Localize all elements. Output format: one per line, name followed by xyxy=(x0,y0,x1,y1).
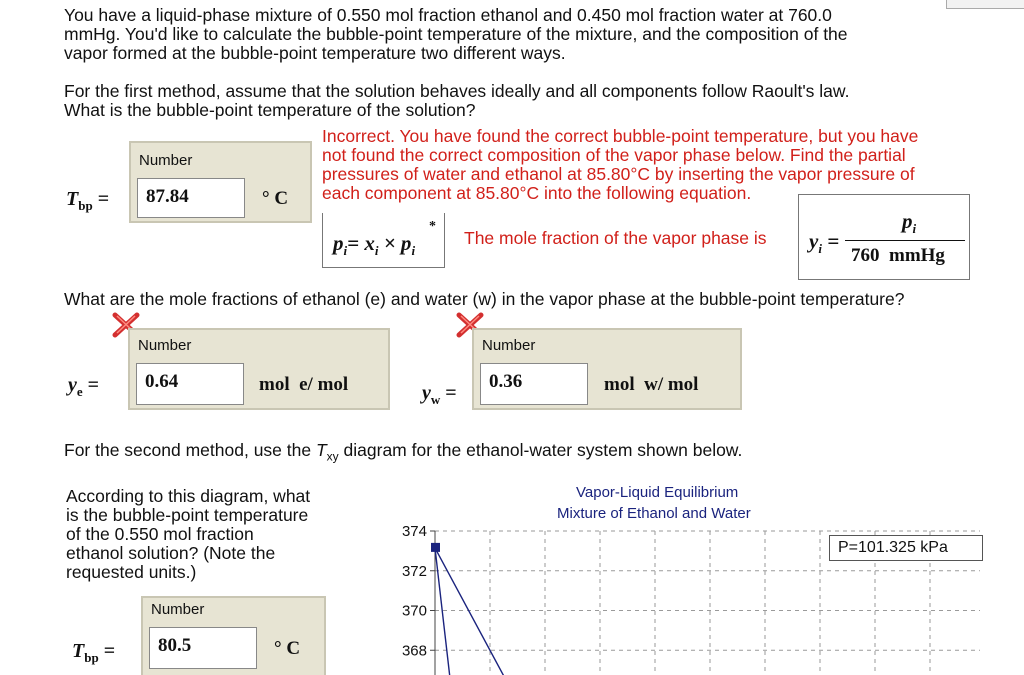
yw-symbol: $y_w$ = xyxy=(422,382,457,407)
intro-line-3: vapor formed at the bubble-point temperature two different ways. xyxy=(64,43,566,63)
diagram-question-4: ethanol solution? (Note the xyxy=(66,543,276,563)
data-point-marker xyxy=(431,543,440,552)
raoult-equation xyxy=(322,213,445,268)
tbp2-symbol: $T_{bp}$ = xyxy=(72,640,116,665)
intro-line-1: You have a liquid-phase mixture of 0.550 mol fraction ethanol and 0.450 mol fraction water at 760.0 xyxy=(64,5,832,25)
y-tick-label: 374 xyxy=(401,523,427,540)
tbp2-input[interactable]: 80.5 xyxy=(149,627,257,669)
diagram-question-5: requested units.) xyxy=(66,562,197,582)
tbp-symbol: $T_{bp}$ = xyxy=(66,188,110,213)
number-label: Number xyxy=(138,337,192,354)
yw-input[interactable]: 0.36 xyxy=(480,363,588,405)
vapor-fraction-equation xyxy=(798,194,970,280)
mole-fraction-text: The mole fraction of the vapor phase is xyxy=(464,228,767,248)
diagram-question-3: of the 0.550 mol fraction xyxy=(66,524,254,544)
tbp2-unit: ° C xyxy=(274,638,301,659)
y-tick-label: 372 xyxy=(401,562,427,580)
feedback-line-2: not found the correct composition of the vapor phase below. Find the partial xyxy=(322,145,906,165)
y-tick-label: 368 xyxy=(401,642,427,660)
number-label: Number xyxy=(151,601,205,618)
diagram-question-1: According to this diagram, what xyxy=(66,486,311,506)
series-line xyxy=(435,548,451,675)
tbp-unit: ° C xyxy=(262,188,289,209)
number-label: Number xyxy=(482,337,536,354)
y-tick-label: 370 xyxy=(401,602,427,620)
method1-line-2: What is the bubble-point temperature of the solution? xyxy=(64,100,476,120)
feedback-line-4: each component at 85.80°C into the following equation. xyxy=(322,183,752,203)
chart-title: Vapor-Liquid Equilibrium xyxy=(576,484,739,501)
feedback-line-1: Incorrect. You have found the correct bubble-point temperature, but you have xyxy=(322,126,919,146)
fraction-bar xyxy=(845,240,965,241)
diagram-question-2: is the bubble-point temperature xyxy=(66,505,309,525)
denominator: 760 mmHg xyxy=(851,245,945,266)
method2-intro-pre: For the second method, use the xyxy=(64,440,316,460)
series-line xyxy=(435,548,511,675)
yi-symbol: $y_i$ = xyxy=(809,229,840,257)
method2-intro-post: diagram for the ethanol-water system shown below. xyxy=(338,440,743,460)
vapor-question: What are the mole fractions of ethanol (e) and water (w) in the vapor phase at the bubble-point temperature? xyxy=(64,289,905,309)
number-label: Number xyxy=(139,152,193,169)
ye-input[interactable]: 0.64 xyxy=(136,363,244,405)
ye-symbol: $y_e$ = xyxy=(68,374,100,399)
pressure-annotation: P=101.325 kPa xyxy=(829,535,983,561)
tbp-input[interactable]: 87.84 xyxy=(137,178,245,218)
pi-numerator: $p_i$ xyxy=(902,209,917,237)
raoult-equation-text: $p_i= x_i \times p_i$ * xyxy=(333,219,436,259)
yw-unit: mol w/ mol xyxy=(604,374,699,395)
method2-intro: For the second method, use the $T_{xy}$ diagram for the ethanol-water system shown below. xyxy=(64,440,743,464)
method1-line-1: For the first method, assume that the solution behaves ideally and all components follow Raoult's law. xyxy=(64,81,850,101)
intro-line-2: mmHg. You'd like to calculate the bubble-point temperature of the mixture, and the composition of the xyxy=(64,24,848,44)
top-right-button[interactable] xyxy=(946,0,1024,9)
chart-subtitle: Mixture of Ethanol and Water xyxy=(557,505,751,522)
feedback-line-3: pressures of water and ethanol at 85.80°C by inserting the vapor pressure of xyxy=(322,164,915,184)
ye-unit: mol e/ mol xyxy=(259,374,349,395)
